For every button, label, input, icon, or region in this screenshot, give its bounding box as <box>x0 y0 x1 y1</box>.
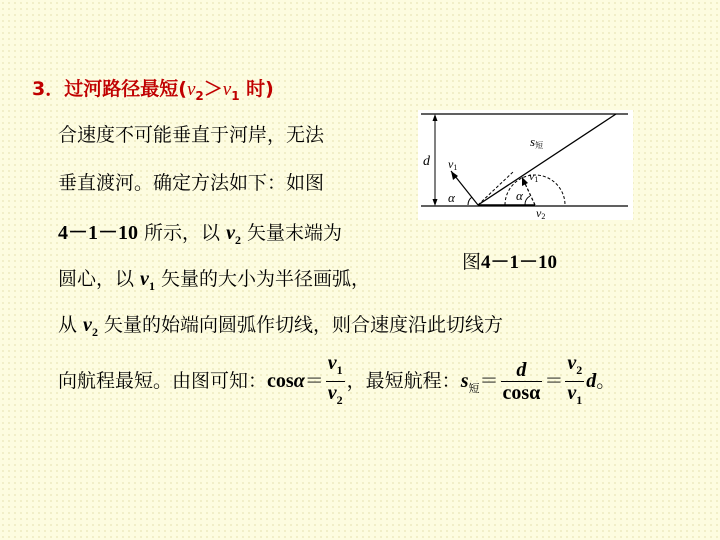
para-line-3b: 矢量末端为 <box>240 222 343 244</box>
frac-den: v <box>567 382 577 404</box>
alpha-symbol: α <box>293 370 305 392</box>
equals-sign: ＝ <box>304 370 324 392</box>
heading-v1-sub: 1 <box>231 88 240 103</box>
heading-v1: v <box>222 79 232 100</box>
heading-number: 3． <box>32 78 65 100</box>
heading-text: 过河路径最短 <box>64 78 179 100</box>
fraction-v1-over-v2 <box>326 352 345 411</box>
heading-v2-sub: 2 <box>195 88 204 103</box>
para-line-4 <box>58 264 370 294</box>
fraction-d-over-cos <box>501 359 543 404</box>
label-alpha-right: α <box>516 188 523 203</box>
label-v1-right: v1 <box>529 169 539 184</box>
var-v2 <box>83 314 98 339</box>
fraction-v2-over-v1 <box>565 352 584 411</box>
section-heading <box>32 74 274 103</box>
para-line-5a: 从 <box>58 314 84 336</box>
para-line-5 <box>58 310 503 340</box>
para-line-3 <box>58 216 342 248</box>
frac-num: v <box>327 352 337 374</box>
frac-num-sub: 1 <box>336 363 343 377</box>
var-v: v <box>83 314 92 336</box>
para-line-5b: 矢量的始端向圆弧作切线，则合速度沿此切线方 <box>97 314 503 336</box>
para-line-1: 合速度不可能垂直于河岸，无法 <box>58 124 325 146</box>
var-sub: 2 <box>234 233 241 247</box>
figure-caption <box>462 247 557 274</box>
caption-number: 4－1－10 <box>481 252 558 273</box>
para-line-6 <box>58 352 615 411</box>
para-line-6a: 向航程最短。由图可知： <box>58 370 268 392</box>
heading-cond-open: ( <box>178 78 187 100</box>
label-v2: v2 <box>536 206 546 220</box>
var-sub: 2 <box>91 325 98 339</box>
heading-cond-tail: 时) <box>239 78 274 100</box>
var-v1 <box>140 268 155 293</box>
s-sub: 短 <box>468 381 480 395</box>
para-line-4b: 矢量的大小为半径画弧， <box>154 268 370 290</box>
equals-sign: ＝ <box>479 370 499 392</box>
para-line-4a: 圆心，以 <box>58 268 141 290</box>
equals-sign: ＝ <box>544 370 564 392</box>
para-line-2: 垂直渡河。确定方法如下：如图 <box>58 172 325 194</box>
fig-ref: 4－1－10 <box>58 222 138 244</box>
var-v: v <box>226 222 235 244</box>
para-line-3a: 所示，以 <box>138 222 227 244</box>
var-sub: 1 <box>148 279 155 293</box>
s-symbol: s <box>460 370 469 392</box>
heading-gt: ＞ <box>203 78 223 100</box>
cos-text: cos <box>267 370 294 392</box>
frac-num: v <box>567 352 577 374</box>
frac-num-sub: 2 <box>576 363 583 377</box>
var-v2 <box>226 222 241 247</box>
label-v1-left: v1 <box>448 157 458 172</box>
caption-prefix: 图 <box>462 251 482 273</box>
frac-den: cosα <box>502 382 541 404</box>
frac-den-sub: 2 <box>336 393 343 407</box>
frac-den-sub: 1 <box>576 393 583 407</box>
frac-num: d <box>501 359 543 382</box>
period: 。 <box>596 370 616 392</box>
var-v: v <box>140 268 149 290</box>
frac-den: v <box>327 382 337 404</box>
heading-v2: v <box>186 79 196 100</box>
river-crossing-diagram <box>418 110 633 220</box>
d-symbol: d <box>586 370 597 392</box>
label-alpha-left: α <box>448 190 455 205</box>
label-d: d <box>423 154 430 169</box>
para-line-6b: ，最短航程： <box>346 370 461 392</box>
label-s: s短 <box>530 134 544 150</box>
